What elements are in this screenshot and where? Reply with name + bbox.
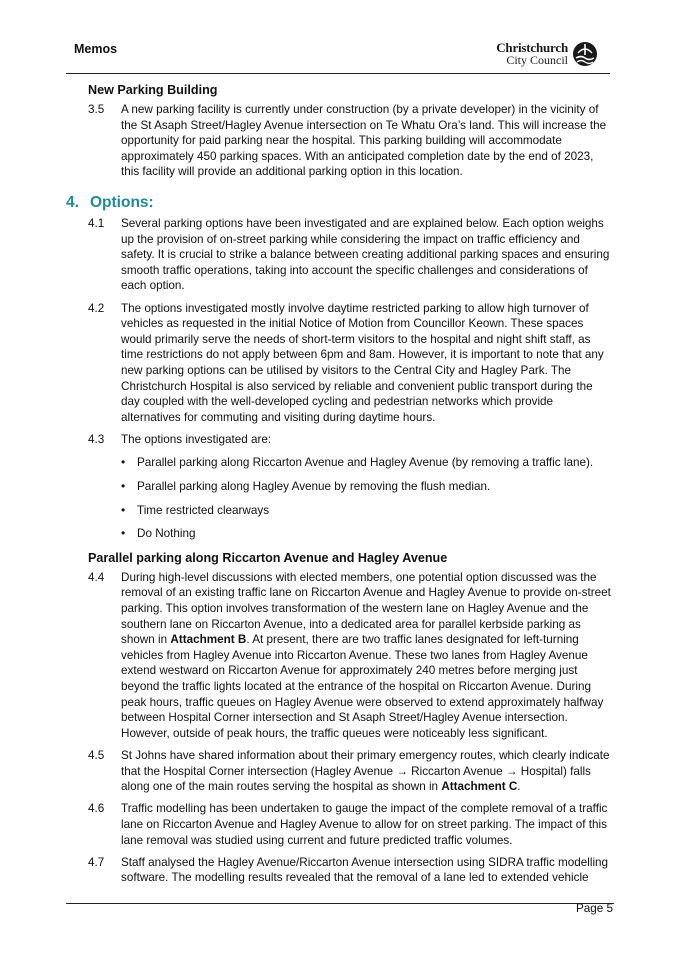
- memo-body: [66, 82, 614, 893]
- bullet-text: Parallel parking along Riccarton Avenue and Hagley Avenue (by removing a traffic lane).: [137, 456, 594, 470]
- paragraph-number: 4.4: [88, 570, 105, 584]
- section-heading-options: [66, 194, 614, 212]
- bullet-icon: •: [121, 455, 126, 470]
- paragraph-text-part: St Johns have shared information about their primary emergency routes, which clearly indicate that the Hospital Corner intersection (Hagley Avenue → Riccarton Avenue → Hospital) falls along one of the main routes serving the hospital as shown in: [121, 748, 610, 794]
- bullet-text: Time restricted clearways: [137, 503, 270, 517]
- paragraph-number: 3.5: [88, 103, 105, 116]
- bullet-item: [121, 479, 614, 495]
- bullet-icon: •: [121, 526, 126, 541]
- attachment-c-reference: Attachment C: [441, 780, 518, 794]
- footer-divider: [66, 903, 614, 904]
- section-title: Options:: [90, 193, 154, 211]
- bullet-icon: •: [121, 479, 126, 494]
- paragraph-text: Several parking options have been investigated and are explained below. Each option weighs up the provision of on-street parking while considering the impact on traffic efficiency and safety. It is crucial to strike a balance between creating additional parking spaces and ensuring smooth traffic operations, taking into account the specific challenges and considerations of each option.: [121, 216, 610, 293]
- logo-text: [496, 42, 568, 66]
- paragraph-4-5: [66, 748, 614, 795]
- paragraph-4-4: [66, 570, 614, 742]
- section-number: 4.: [66, 193, 79, 211]
- paragraph-3-5: [66, 102, 614, 180]
- paragraph-text: [99, 748, 614, 795]
- bullet-item: [121, 526, 614, 542]
- bullet-item: [121, 455, 614, 471]
- heading-parallel-parking: Parallel parking along Riccarton Avenue and Hagley Avenue: [88, 550, 448, 565]
- paragraph-4-2: [66, 301, 614, 426]
- paragraph-4-3: [66, 432, 614, 448]
- logo-line2: City Council: [506, 53, 568, 67]
- heading-new-parking-building: New Parking Building: [88, 83, 218, 97]
- attachment-b-reference: Attachment B: [170, 633, 247, 647]
- logo-line1: Christchurch: [496, 40, 568, 55]
- paragraph-number: 4.6: [88, 802, 105, 816]
- paragraph-number: 4.1: [88, 216, 105, 230]
- paragraph-text: Traffic modelling has been undertaken to gauge the impact of the complete removal of a traffic lane on Riccarton Avenue and Hagley Avenue to allow for on street parking. The impact of this lane removal was studied using current and future predicted traffic volumes.: [121, 802, 608, 847]
- page-header: [66, 0, 610, 74]
- paragraph-text-part: During high-level discussions with elected members, one potential option discussed was the removal of an existing traffic lane on Riccarton Avenue and Hagley Avenue to provide on-street parking. This option involves transformation of the western lane on Hagley Avenue and the southern lane on Riccarton Avenue, into a dedicated area for parallel kerbside parking as shown in: [121, 570, 611, 647]
- paragraph-text: [99, 570, 614, 742]
- page-number: Page 5: [575, 902, 613, 915]
- paragraph-number: 4.2: [88, 301, 105, 315]
- paragraph-text: Staff analysed the Hagley Avenue/Riccarton Avenue intersection using SIDRA traffic modelling software. The modelling results revealed that the removal of a lane led to extended vehicle: [121, 855, 609, 885]
- paragraph-text: The options investigated mostly involve daytime restricted parking to allow high turnover of vehicles as requested in the initial Notice of Motion from Councillor Keown. These spaces would primarily serve the needs of short-term visitors to the hospital and night shift staff, as time restrictions do not apply between 6pm and 8am. However, it is important to note that any new parking options can be utilised by visitors to the Central City and Hagley Park. The Christchurch Hospital is also serviced by reliable and convenient public transport during the day coupled with the well-developed cycling and pedestrian networks which provide alternatives for commuting and visiting during daytime hours.: [121, 301, 604, 424]
- paragraph-number: 4.5: [88, 748, 105, 762]
- header-title: Memos: [74, 42, 118, 56]
- bullet-text: Parallel parking along Hagley Avenue by removing the flush median.: [137, 480, 491, 494]
- bullet-item: [121, 503, 614, 519]
- council-logo: [496, 40, 598, 68]
- council-emblem-icon: [572, 41, 598, 67]
- paragraph-4-1: [66, 216, 614, 294]
- paragraph-text-part: . At present, there are two traffic lanes designated for left-turning vehicles from Hagley Avenue into Riccarton Avenue. These two lanes from Hagley Avenue extend westward on Riccarton Avenue for approximately 240 metres before merging just beyond the traffic lights located at the entrance of the hospital on Riccarton Avenue. During peak hours, traffic queues on Hagley Avenue were observed to extend approximately halfway between Hospital Corner intersection and St Asaph Street/Hagley Avenue intersection. However, outside of peak hours, the traffic queues were noticeably less significant.: [121, 633, 604, 740]
- bullet-icon: •: [121, 502, 126, 517]
- paragraph-4-7: [66, 855, 614, 886]
- paragraph-text: A new parking facility is currently under construction (by a private developer) in the vicinity of the St Asaph Street/Hagley Avenue intersection on Te Whatu Ora’s land. This will increase the opportunity for paid parking near the hospital. This parking building will accommodate approximately 450 parking spaces. With an anticipated completion date by the end of 2023, this facility will provide an additional parking option in this location.: [121, 103, 607, 179]
- paragraph-text-part: .: [517, 780, 521, 794]
- paragraph-4-6: [66, 801, 614, 848]
- bullet-text: Do Nothing: [137, 527, 196, 541]
- paragraph-number: 4.3: [88, 432, 105, 446]
- paragraph-text: The options investigated are:: [121, 432, 272, 446]
- paragraph-number: 4.7: [88, 855, 105, 869]
